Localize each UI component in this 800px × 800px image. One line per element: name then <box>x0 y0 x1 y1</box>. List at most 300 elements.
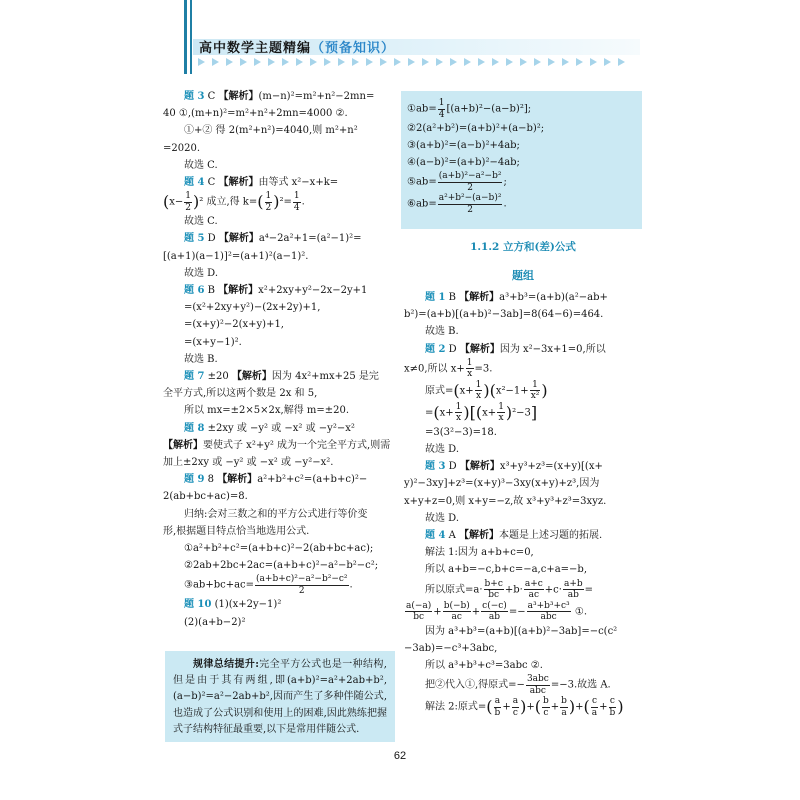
fraction-numerator: b+c <box>484 578 503 589</box>
text-line <box>163 105 399 122</box>
question-label: 题 4 <box>184 177 205 189</box>
paragraph <box>163 368 399 402</box>
text-run: ③(a+b)²=(a−b)²+4ab; <box>407 140 520 151</box>
text-run: x− <box>169 196 184 208</box>
paragraph <box>163 157 399 174</box>
text-run: 所以 a³+b³+c³=3abc ②. <box>425 660 543 672</box>
paragraph <box>404 441 642 458</box>
text-run: ②2(a²+b²)=(a+b)²+(a−b)²; <box>407 123 545 134</box>
text-run: 因为 x²−3x+1=0,所以 <box>499 343 606 355</box>
arrow-decoration-icon <box>324 58 331 66</box>
large-bracket: ( <box>433 402 440 422</box>
text-line <box>404 640 642 657</box>
text-line <box>404 475 642 492</box>
text-run: ²−3 <box>512 407 531 419</box>
text-run: ①ab= <box>407 103 437 115</box>
text-line <box>163 420 399 437</box>
text-run: x≠0,所以 x+ <box>404 363 465 375</box>
text-line <box>163 596 399 613</box>
text-run: ①a²+b²+c²=(a+b+c)²−2(ab+bc+ac); <box>184 543 374 555</box>
arrow-decoration-icon <box>590 58 597 66</box>
arrow-decoration-icon <box>338 58 345 66</box>
question-label: 题 3 <box>425 461 446 473</box>
paragraph <box>163 596 399 613</box>
paragraph <box>163 557 399 574</box>
arrow-decoration-icon <box>380 58 387 66</box>
text-line <box>163 174 399 191</box>
text-run: b²)=(a+b)[(a+b)²−3ab]=8(64−6)=464. <box>404 309 604 321</box>
fraction-numerator: 1 <box>466 357 473 368</box>
fraction-denominator: a <box>561 707 567 718</box>
fraction-numerator: b <box>542 696 549 707</box>
fraction-numerator: 1 <box>530 380 541 392</box>
fraction-denominator: 2 <box>467 182 473 193</box>
text-run: x³+y³+z³=(x+y)[(x+ <box>499 461 603 473</box>
formula-line <box>407 171 636 193</box>
large-bracket: ( <box>583 697 590 717</box>
large-bracket: ) <box>483 380 490 400</box>
header-vertical-bar-thin <box>190 0 192 74</box>
analysis-tag: 【解析】 <box>218 233 259 245</box>
fraction <box>405 601 432 623</box>
text-line <box>404 402 642 424</box>
text-run: 由等式 x²−x+k= <box>258 177 339 189</box>
arrow-decoration-icon <box>534 58 541 66</box>
fraction-denominator: 2 <box>265 202 272 213</box>
text-line <box>163 140 399 157</box>
text-line <box>404 579 642 601</box>
text-run: (2)(a+b−2)² <box>184 616 246 628</box>
text-line <box>163 157 399 174</box>
text-line <box>163 122 399 139</box>
question-label: 题 8 <box>184 422 205 434</box>
text-run: x²+2xy+y²−2x−2y+1 <box>258 285 368 297</box>
text-run: ④(a−b)²=(a+b)²−4ab; <box>407 157 520 168</box>
text-line <box>404 323 642 340</box>
paragraph <box>404 510 642 527</box>
fraction-denominator: ab <box>567 590 579 601</box>
text-run: (m−n)²=m²+n²−2mn= <box>258 91 375 102</box>
text-run: . <box>301 196 305 208</box>
text-line <box>404 601 642 623</box>
text-line <box>404 458 642 475</box>
text-run: ①. <box>571 606 587 618</box>
text-run: =3(3²−3)=18. <box>425 426 497 438</box>
text-line <box>163 88 399 105</box>
paragraph <box>163 316 399 333</box>
fraction-denominator: x <box>476 391 482 402</box>
text-line <box>404 657 642 674</box>
group-title: 题组 <box>512 269 534 282</box>
arrow-decoration-icon <box>296 58 303 66</box>
fraction-numerator: c <box>591 696 597 707</box>
fraction-denominator: c <box>543 707 549 718</box>
arrow-decoration-icon <box>562 58 569 66</box>
paragraph <box>404 527 642 544</box>
paragraph <box>163 574 399 596</box>
text-run: 解法 1:因为 a+b+c=0, <box>425 547 534 559</box>
arrow-decoration-icon <box>212 58 219 66</box>
text-run: ②2ab+2bc+2ac=(a+b+c)²−a²−b²−c²; <box>184 560 379 572</box>
question-label: 题 10 <box>184 599 212 611</box>
paragraph <box>163 420 399 472</box>
question-label: 题 3 <box>184 91 205 102</box>
question-label: 题 9 <box>184 474 205 486</box>
paragraph <box>163 471 399 505</box>
fraction-numerator: 1 <box>185 191 192 202</box>
fraction-denominator: ac <box>451 612 462 623</box>
fraction-numerator: 1 <box>438 98 445 108</box>
text-run: [(a+b)²−(a−b)²]; <box>446 103 532 115</box>
text-run: x+ <box>482 407 497 419</box>
text-run: 故选 D. <box>425 444 460 456</box>
text-run: D <box>445 461 460 473</box>
text-run: + <box>433 606 442 618</box>
text-line <box>404 493 642 510</box>
paragraph <box>404 544 642 561</box>
paragraph <box>163 614 399 631</box>
formula-line <box>407 154 636 171</box>
text-run: D <box>204 233 219 245</box>
text-run: a³+b³=(a+b)(a²−ab+ <box>499 292 608 303</box>
text-line <box>163 316 399 333</box>
arrow-decoration-icon <box>310 58 317 66</box>
arrow-decoration-icon <box>240 58 247 66</box>
analysis-tag: 【解析】 <box>459 343 500 355</box>
text-run: a⁴−2a²+1=(a²−1)²= <box>258 233 362 245</box>
text-run: =(x+y)²−2(x+y)+1, <box>184 319 284 331</box>
text-run: 故选 B. <box>425 326 459 338</box>
large-bracket: ) <box>273 192 280 212</box>
text-run: +b· <box>504 584 523 596</box>
formula-line <box>407 137 636 154</box>
text-run: 因为 a³+b³=(a+b)[(a+b)²−3ab]=−c(c² <box>425 625 618 637</box>
formula-line <box>407 120 636 137</box>
paragraph <box>163 88 399 122</box>
fraction <box>438 193 503 215</box>
fraction-numerator: 1 <box>475 379 482 390</box>
paragraph <box>163 282 399 299</box>
text-line <box>163 614 399 631</box>
paragraph <box>404 561 642 578</box>
text-line <box>404 674 642 696</box>
analysis-tag: 【解析】 <box>217 474 258 486</box>
paragraph <box>404 289 642 323</box>
text-line <box>163 248 399 265</box>
text-run: = <box>425 407 434 419</box>
question-label: 题 7 <box>184 371 205 383</box>
text-run: 加上±2xy 或 −y² 或 −x² 或 −y²−x². <box>163 457 334 469</box>
text-run: ²= <box>279 196 292 208</box>
paragraph <box>163 174 399 213</box>
text-line <box>163 265 399 282</box>
left-column <box>163 88 399 631</box>
paragraph <box>404 657 642 674</box>
fraction <box>542 696 550 718</box>
text-run: 故选 C. <box>184 216 218 228</box>
text-line <box>163 454 399 471</box>
text-line <box>163 351 399 368</box>
text-run: + <box>502 701 511 713</box>
text-run: 解法 2:原式= <box>425 701 487 713</box>
text-line <box>163 368 399 385</box>
paragraph <box>163 506 399 540</box>
question-label: 题 1 <box>425 292 446 303</box>
text-run: =3. <box>474 363 493 375</box>
fraction <box>563 579 584 601</box>
paragraph <box>163 334 399 351</box>
arrow-decoration-icon <box>352 58 359 66</box>
formula-line <box>407 98 636 120</box>
fraction-denominator: 4 <box>438 109 445 120</box>
text-line <box>163 437 399 454</box>
text-run: 所以 a+b=−c,b+c=−a,c+a=−b, <box>425 564 588 576</box>
text-run: =2020. <box>163 142 201 154</box>
paragraph <box>163 122 399 156</box>
fraction-denominator: c <box>512 707 518 718</box>
summary-box-text: 完全平方公式也是一种结构,但是由于其有两组,即(a+b)²=a²+2ab+b²,(a−b)²=a²−2ab+b²,因而产生了多种伴随公式,也造成了公式识别和使用上的困难,因此熟练把握式子结构特征最重要,以下是常用伴随公式. <box>173 659 387 735</box>
text-run: 所以原式=a· <box>425 584 483 596</box>
header-vertical-bar <box>184 0 187 74</box>
arrow-decoration-icon <box>366 58 373 66</box>
fraction <box>494 696 502 718</box>
fraction-denominator: ab <box>488 612 501 623</box>
fraction <box>475 380 483 402</box>
fraction-denominator: b <box>494 707 501 718</box>
analysis-tag: 【解析】 <box>459 530 500 542</box>
large-bracket: ( <box>489 380 496 400</box>
paragraph <box>404 424 642 441</box>
text-run: 形,根据题目特点恰当地选用公式. <box>163 525 310 537</box>
text-line <box>163 334 399 351</box>
text-run: 8 <box>204 474 218 486</box>
arrow-decoration-icon <box>548 58 555 66</box>
text-run: + <box>575 701 584 713</box>
fraction <box>255 574 349 596</box>
text-run: C <box>204 91 219 102</box>
text-run: =−3.故选 A. <box>550 679 611 691</box>
text-run: 因为 4x²+mx+25 是完 <box>271 371 379 383</box>
text-run: +c· <box>544 584 562 596</box>
fraction-numerator: 1 <box>293 191 300 202</box>
fraction-numerator: a²+b²−(a−b)² <box>438 193 502 203</box>
fraction <box>530 380 541 402</box>
arrow-decoration-icon <box>492 58 499 66</box>
right-column <box>404 289 642 718</box>
fraction-denominator: b <box>609 707 616 718</box>
fraction-denominator: x <box>498 413 504 424</box>
large-bracket: ( <box>257 192 264 212</box>
text-line <box>163 385 399 402</box>
text-run: . <box>503 198 507 210</box>
text-line <box>163 557 399 574</box>
text-run: 归纳:会对三数之和的平方公式进行等价变 <box>184 508 368 520</box>
fraction-denominator: x <box>467 369 473 380</box>
paragraph <box>404 696 642 718</box>
fraction <box>609 696 617 718</box>
text-run: x+ <box>459 385 474 397</box>
text-run: D <box>445 343 460 355</box>
fraction <box>512 696 519 718</box>
question-label: 题 4 <box>425 530 446 542</box>
paragraph <box>404 380 642 402</box>
fraction-numerator: b <box>561 696 567 707</box>
fraction <box>438 98 446 120</box>
text-run: ①+② 得 2(m²+n²)=4040,则 m²+n² <box>184 125 358 137</box>
analysis-tag: 【解析】 <box>218 177 259 189</box>
arrow-decoration-icon <box>394 58 401 66</box>
large-bracket: ] <box>530 402 538 422</box>
text-run: + <box>471 606 481 618</box>
fraction-numerator: 1 <box>498 401 504 412</box>
fraction-numerator: a+c <box>524 578 543 589</box>
text-line <box>404 527 642 544</box>
text-line <box>163 540 399 557</box>
text-run: 要使式子 x²+y² 成为一个完全平方式,则需 <box>203 439 391 451</box>
question-label: 题 6 <box>184 285 205 297</box>
text-run: B <box>445 292 460 303</box>
book-title-subtitle: （预备知识） <box>311 41 396 56</box>
text-run: ⑥ab= <box>407 198 437 210</box>
text-line <box>163 506 399 523</box>
fraction <box>591 696 598 718</box>
analysis-tag: 【解析】 <box>231 371 272 383</box>
fraction <box>466 358 474 380</box>
fraction <box>527 601 571 623</box>
fraction-numerator: a(−a) <box>406 600 432 611</box>
fraction <box>443 601 471 623</box>
paragraph <box>163 402 399 419</box>
text-run: ² 成立,得 k= <box>199 196 258 208</box>
text-run: C <box>204 177 219 189</box>
text-line <box>163 402 399 419</box>
fraction <box>497 402 505 424</box>
text-run: ; <box>503 176 507 188</box>
paragraph <box>404 458 642 510</box>
text-run: A <box>445 530 460 542</box>
fraction <box>484 579 504 601</box>
text-line <box>163 523 399 540</box>
summary-box <box>165 651 395 742</box>
fraction-numerator: a <box>494 696 501 707</box>
arrow-decoration-icon <box>576 58 583 66</box>
text-run: 原式= <box>425 385 454 397</box>
arrow-decoration-icon <box>226 58 233 66</box>
fraction <box>481 601 508 623</box>
arrow-decoration-icon <box>436 58 443 66</box>
text-run: (1)(x+2y−1)² <box>211 599 282 611</box>
large-bracket: ( <box>475 402 483 422</box>
paragraph <box>163 213 399 230</box>
formula-line <box>407 193 636 215</box>
paragraph <box>404 579 642 623</box>
text-line <box>163 191 399 213</box>
text-run: + <box>550 701 560 713</box>
book-title-main: 高中数学主题精编 <box>199 41 312 56</box>
text-line <box>404 289 642 306</box>
summary-box-title: 规律总结提升: <box>193 659 259 670</box>
arrow-decoration-icon <box>198 58 205 66</box>
text-run: [(a+1)(a−1)]²=(a+1)²(a−1)². <box>163 250 309 262</box>
text-run: =(x+y−1)². <box>184 336 242 348</box>
text-run: =(x²+2xy+y²)−(2x+2y)+1, <box>184 302 321 314</box>
text-run: x+y+z=0,则 x+y=−z,故 x³+y³+z³=3xyz. <box>404 495 607 507</box>
text-line <box>163 471 399 488</box>
text-run: =− <box>508 606 526 618</box>
text-line <box>404 696 642 718</box>
fraction-denominator: 2 <box>467 204 473 215</box>
fraction-numerator: a <box>512 696 519 707</box>
fraction-denominator: ac <box>528 590 540 601</box>
analysis-tag: 【解析】 <box>218 91 259 102</box>
large-bracket: ) <box>568 697 576 717</box>
text-run: + <box>599 701 608 713</box>
text-run: ③ab+bc+ac= <box>184 579 255 591</box>
arrow-decoration-icon <box>408 58 415 66</box>
fraction-numerator: 1 <box>455 401 462 412</box>
arrow-decoration-icon <box>506 58 513 66</box>
text-line <box>163 299 399 316</box>
text-line <box>163 488 399 505</box>
text-line <box>404 358 642 380</box>
fraction <box>526 674 550 696</box>
large-bracket: ) <box>505 402 513 422</box>
paragraph <box>404 323 642 340</box>
large-bracket: ) <box>520 697 527 717</box>
fraction-numerator: b(−b) <box>443 600 470 611</box>
text-line <box>404 441 642 458</box>
fraction <box>265 191 273 213</box>
fraction-denominator: 2 <box>298 585 305 596</box>
arrow-decoration-icon <box>464 58 471 66</box>
fraction <box>560 696 568 718</box>
fraction <box>293 191 301 213</box>
text-run: 故选 C. <box>184 159 218 171</box>
text-run: ±2xy 或 −y² 或 −x² 或 −y²−x² <box>204 422 355 434</box>
arrow-decoration-icon <box>520 58 527 66</box>
fraction-numerator: 3abc <box>526 674 549 685</box>
arrow-decoration-icon <box>618 58 625 66</box>
analysis-tag: 【解析】 <box>459 292 500 303</box>
text-run: B <box>204 285 219 297</box>
paragraph <box>404 674 642 696</box>
fraction-denominator: abc <box>540 612 557 623</box>
text-line <box>404 341 642 358</box>
paragraph <box>404 341 642 380</box>
arrow-decoration-icon <box>478 58 485 66</box>
fraction-numerator: a³+b³+c³ <box>527 600 570 611</box>
text-run: 故选 D. <box>184 267 219 279</box>
fraction-denominator: x² <box>530 391 540 402</box>
paragraph <box>163 351 399 368</box>
text-run: a²+b²+c²=(a+b+c)²− <box>257 474 368 486</box>
fraction-denominator: 4 <box>293 202 300 213</box>
text-run: 2(ab+bc+ac)=8. <box>163 491 248 503</box>
text-run: 本题是上述习题的拓展. <box>499 530 603 542</box>
arrow-decoration-icon <box>282 58 289 66</box>
fraction-numerator: a+b <box>563 578 583 589</box>
fraction-numerator: (a+b)²−a²−b² <box>438 171 502 181</box>
fraction <box>524 579 544 601</box>
text-run: = <box>584 584 594 596</box>
analysis-tag: 【解析】 <box>163 439 203 451</box>
large-bracket: ) <box>541 380 548 400</box>
text-line <box>404 380 642 402</box>
large-bracket: [ <box>469 402 476 422</box>
text-run: 故选 B. <box>184 353 218 365</box>
text-run: x²−1+ <box>495 385 529 397</box>
fraction <box>184 191 192 213</box>
